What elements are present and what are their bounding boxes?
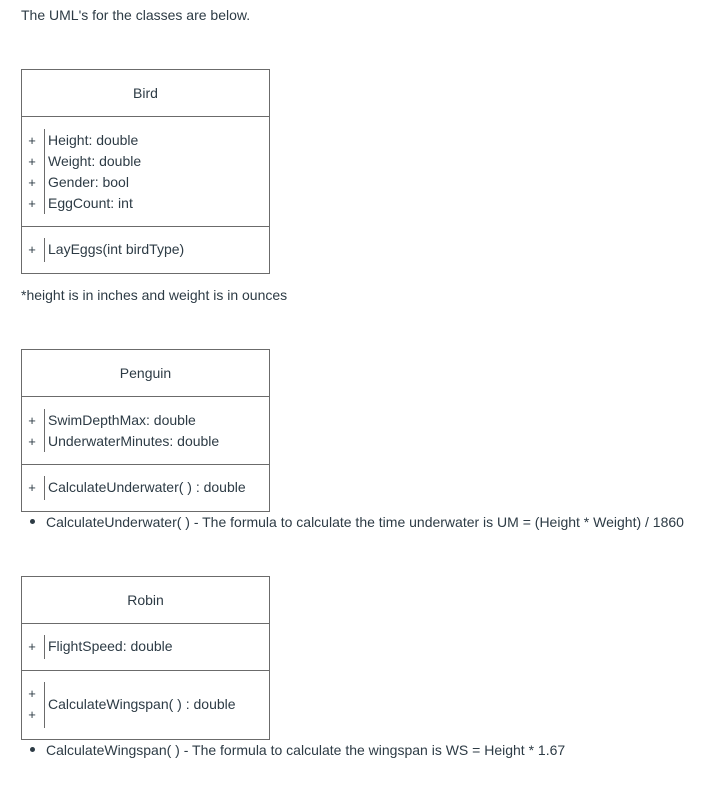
penguin-class-name: Penguin <box>119 365 172 381</box>
method-row: + CalculateUnderwater( ) : double <box>28 479 246 495</box>
robin-uml-box <box>21 576 270 740</box>
bird-attributes <box>22 116 269 226</box>
bullet-dot <box>30 747 35 752</box>
method-visibility: + <box>28 686 36 701</box>
bird-uml-box <box>21 69 270 274</box>
attribute-row: + FlightSpeed: double <box>28 638 173 654</box>
method-row: + LayEggs(int birdType) <box>28 241 185 257</box>
attribute-row: + Gender: bool <box>28 174 129 190</box>
penguin-uml-box <box>21 349 270 512</box>
robin-attributes <box>22 623 269 670</box>
method-row: CalculateWingspan( ) : double <box>48 696 236 712</box>
robin-class-name: Robin <box>127 592 164 608</box>
penguin-attributes <box>22 396 269 464</box>
intro-text: The UML's for the classes are below. <box>21 7 251 23</box>
attribute-row: + Height: double <box>28 132 139 148</box>
method-visibility: + <box>28 707 36 722</box>
bird-class-name: Bird <box>133 85 158 101</box>
penguin-methods <box>22 464 269 511</box>
attribute-row: + EggCount: int <box>28 195 133 211</box>
robin-methods <box>22 670 269 739</box>
bird-methods <box>22 226 269 273</box>
attribute-row: + Weight: double <box>28 153 142 169</box>
attribute-row: + UnderwaterMinutes: double <box>28 433 220 449</box>
penguin-formula-bullet: CalculateUnderwater( ) - The formula to calculate the time underwater is UM = (Height * Weight) / 1860 <box>30 514 684 530</box>
bullet-dot <box>30 519 35 524</box>
bird-note: *height is in inches and weight is in ounces <box>21 287 288 303</box>
attribute-row: + SwimDepthMax: double <box>28 412 196 428</box>
robin-formula-bullet: CalculateWingspan( ) - The formula to calculate the wingspan is WS = Height * 1.67 <box>30 742 565 758</box>
